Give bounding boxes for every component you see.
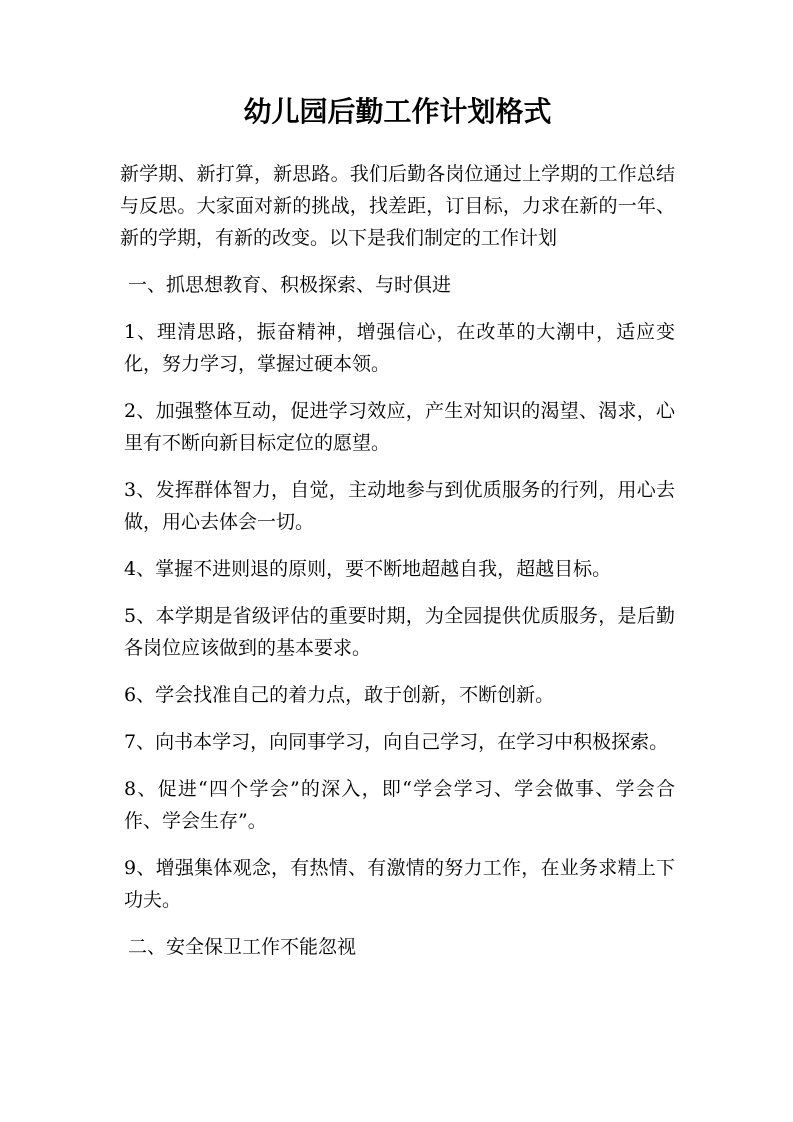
intro-paragraph: 新学期、新打算，新思路。我们后勤各岗位通过上学期的工作总结与反思。大家面对新的挑战，找差距，订目标，力求在新的一年、新的学期，有新的改变。以下是我们制定的工作计划 xyxy=(120,163,675,249)
list-item-2: 2、加强整体互动，促进学习效应，产生对知识的渴望、渴求，心里有不断向新目标定位的愿望。 xyxy=(124,400,675,454)
list-item-4: 4、掌握不进则退的原则，要不断地超越自我，超越目标。 xyxy=(124,558,612,580)
list-item-1: 1、理清思路，振奋精神，增强信心，在改革的大潮中，适应变化，努力学习，掌握过硬本领。 xyxy=(124,321,675,375)
list-item-8: 8、促进“四个学会”的深入，即“学会学习、学会做事、学会合作、学会生存”。 xyxy=(124,778,675,832)
section-heading-1: 一、抓思想教育、积极探索、与时俱进 xyxy=(128,274,452,296)
document-title: 幼儿园后勤工作计划格式 xyxy=(243,95,552,128)
list-item-5: 5、本学期是省级评估的重要时期，为全园提供优质服务，是后勤各岗位应该做到的基本要求。 xyxy=(124,605,675,659)
section-heading-2: 二、安全保卫工作不能忽视 xyxy=(128,936,357,958)
list-item-3: 3、发挥群体智力，自觉，主动地参与到优质服务的行列，用心去做，用心去体会一切。 xyxy=(124,479,675,533)
list-item-6: 6、学会找准自己的着力点，敢于创新，不断创新。 xyxy=(124,684,555,706)
list-item-9: 9、增强集体观念，有热情、有激情的努力工作，在业务求精上下功夫。 xyxy=(124,857,675,911)
list-item-7: 7、向书本学习，向同事学习，向自己学习，在学习中积极探索。 xyxy=(124,731,669,753)
document-body xyxy=(120,158,675,963)
